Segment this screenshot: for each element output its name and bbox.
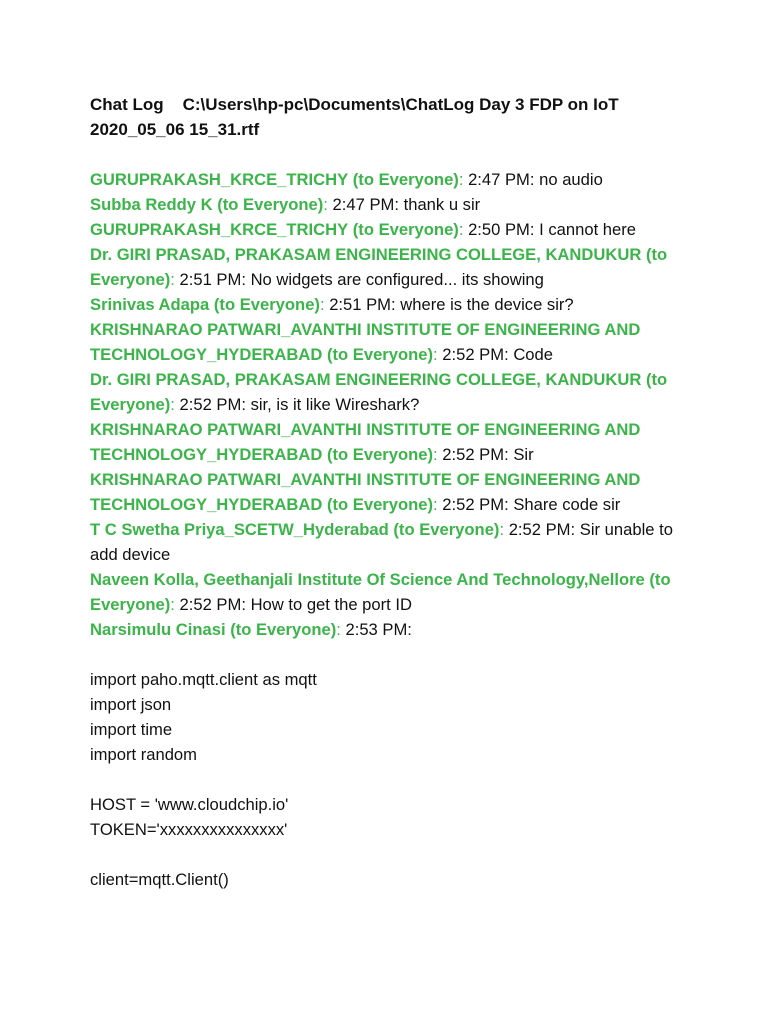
code-line: TOKEN='xxxxxxxxxxxxxxx' — [90, 820, 288, 839]
message-text: sir, is it like Wireshark? — [250, 395, 420, 414]
time-separator: : — [394, 195, 399, 214]
message-time: 2:52 PM — [179, 395, 242, 414]
message-separator: : — [433, 445, 438, 464]
message-text: no audio — [539, 170, 603, 189]
time-separator: : — [529, 170, 535, 189]
message-time: 2:52 PM — [442, 445, 505, 464]
message-text: thank u sir — [403, 195, 481, 214]
chat-message — [90, 317, 690, 367]
message-sender: Srinivas Adapa — [90, 295, 210, 314]
chat-message — [90, 242, 690, 292]
message-text: Share code sir — [513, 495, 621, 514]
message-time: 2:47 PM — [468, 170, 530, 189]
message-sender: KRISHNARAO PATWARI_AVANTHI INSTITUTE OF ENGINEERING AND TECHNOLOGY_HYDERABAD — [90, 320, 641, 364]
message-text: I cannot here — [539, 220, 637, 239]
message-audience: (to Everyone) — [326, 345, 434, 364]
message-time: 2:51 PM — [329, 295, 392, 314]
message-sender: Dr. GIRI PRASAD, PRAKASAM ENGINEERING COLLEGE, KANDUKUR — [90, 245, 642, 264]
message-sender: Narsimulu Cinasi — [90, 620, 226, 639]
message-audience: (to Everyone) — [393, 520, 500, 539]
message-audience: (to Everyone) — [90, 570, 671, 614]
time-separator: : — [570, 520, 576, 539]
code-line: client=mqtt.Client() — [90, 870, 229, 889]
blank-line — [90, 642, 690, 667]
message-audience: (to Everyone) — [326, 495, 434, 514]
chat-message — [90, 367, 690, 417]
chat-message — [90, 567, 690, 617]
message-text: Sir unable to add device — [90, 520, 673, 564]
blank-line — [90, 767, 690, 792]
message-audience: (to Everyone) — [352, 170, 459, 189]
blank-line — [90, 842, 690, 867]
chat-message — [90, 167, 690, 192]
message-text: where is the device sir? — [400, 295, 574, 314]
message-audience: (to Everyone) — [213, 295, 320, 314]
chat-message — [90, 417, 690, 467]
document-title — [90, 92, 690, 142]
time-separator: : — [504, 445, 509, 464]
code-line: HOST = 'www.cloudchip.io' — [90, 795, 289, 814]
message-audience: (to Everyone) — [352, 220, 459, 239]
code-line: import random — [90, 745, 197, 764]
message-separator: : — [323, 195, 328, 214]
message-time: 2:52 PM — [179, 595, 242, 614]
message-time: 2:50 PM — [468, 220, 530, 239]
message-audience: (to Everyone) — [217, 195, 324, 214]
message-time: 2:52 PM — [442, 345, 505, 364]
message-text: Sir — [513, 445, 534, 464]
chat-message — [90, 517, 690, 567]
message-text: How to get the port ID — [250, 595, 412, 614]
message-sender: T C Swetha Priya_SCETW_Hyderabad — [90, 520, 389, 539]
message-separator: : — [499, 520, 505, 539]
message-time: 2:47 PM — [332, 195, 395, 214]
message-audience: (to Everyone) — [90, 245, 668, 289]
document-page — [90, 92, 690, 892]
time-separator: : — [529, 220, 535, 239]
message-time: 2:51 PM — [179, 270, 242, 289]
message-separator: : — [170, 395, 175, 414]
message-sender: Naveen Kolla, Geethanjali Institute Of Science And Technology,Nellore — [90, 570, 645, 589]
message-text: Code — [513, 345, 553, 364]
code-line: import paho.mqtt.client as mqtt — [90, 670, 317, 689]
time-separator: : — [241, 270, 246, 289]
message-time: 2:52 PM — [508, 520, 571, 539]
chat-message — [90, 192, 690, 217]
message-sender: GURUPRAKASH_KRCE_TRICHY — [90, 220, 349, 239]
chat-message — [90, 617, 690, 642]
message-time: 2:52 PM — [442, 495, 505, 514]
time-separator: : — [391, 295, 396, 314]
title-prefix: Chat Log — [90, 95, 164, 114]
message-separator: : — [433, 495, 438, 514]
code-line: import time — [90, 720, 173, 739]
time-separator: : — [241, 395, 246, 414]
code-line: import json — [90, 695, 172, 714]
message-audience: (to Everyone) — [326, 445, 434, 464]
message-separator: : — [336, 620, 341, 639]
title-path: C:\Users\hp-pc\Documents\ChatLog Day 3 FDP on IoT 2020_05_06 15_31.rtf — [90, 95, 624, 139]
chat-message — [90, 217, 690, 242]
chat-message-list — [90, 167, 690, 642]
message-sender: Subba Reddy K — [90, 195, 213, 214]
chat-message — [90, 292, 690, 317]
message-sender: Dr. GIRI PRASAD, PRAKASAM ENGINEERING COLLEGE, KANDUKUR — [90, 370, 642, 389]
message-separator: : — [170, 595, 175, 614]
message-separator: : — [458, 170, 464, 189]
message-sender: KRISHNARAO PATWARI_AVANTHI INSTITUTE OF ENGINEERING AND TECHNOLOGY_HYDERABAD — [90, 420, 641, 464]
message-text: No widgets are configured... its showing — [250, 270, 544, 289]
message-separator: : — [170, 270, 175, 289]
time-separator: : — [504, 345, 509, 364]
message-separator: : — [319, 295, 325, 314]
time-separator: : — [504, 495, 509, 514]
message-audience: (to Everyone) — [230, 620, 337, 639]
message-time: 2:53 PM — [345, 620, 408, 639]
message-separator: : — [433, 345, 438, 364]
chat-message — [90, 467, 690, 517]
time-separator: : — [241, 595, 246, 614]
message-sender: GURUPRAKASH_KRCE_TRICHY — [90, 170, 349, 189]
message-audience: (to Everyone) — [90, 370, 668, 414]
message-sender: KRISHNARAO PATWARI_AVANTHI INSTITUTE OF ENGINEERING AND TECHNOLOGY_HYDERABAD — [90, 470, 641, 514]
message-separator: : — [458, 220, 464, 239]
time-separator: : — [407, 620, 412, 639]
